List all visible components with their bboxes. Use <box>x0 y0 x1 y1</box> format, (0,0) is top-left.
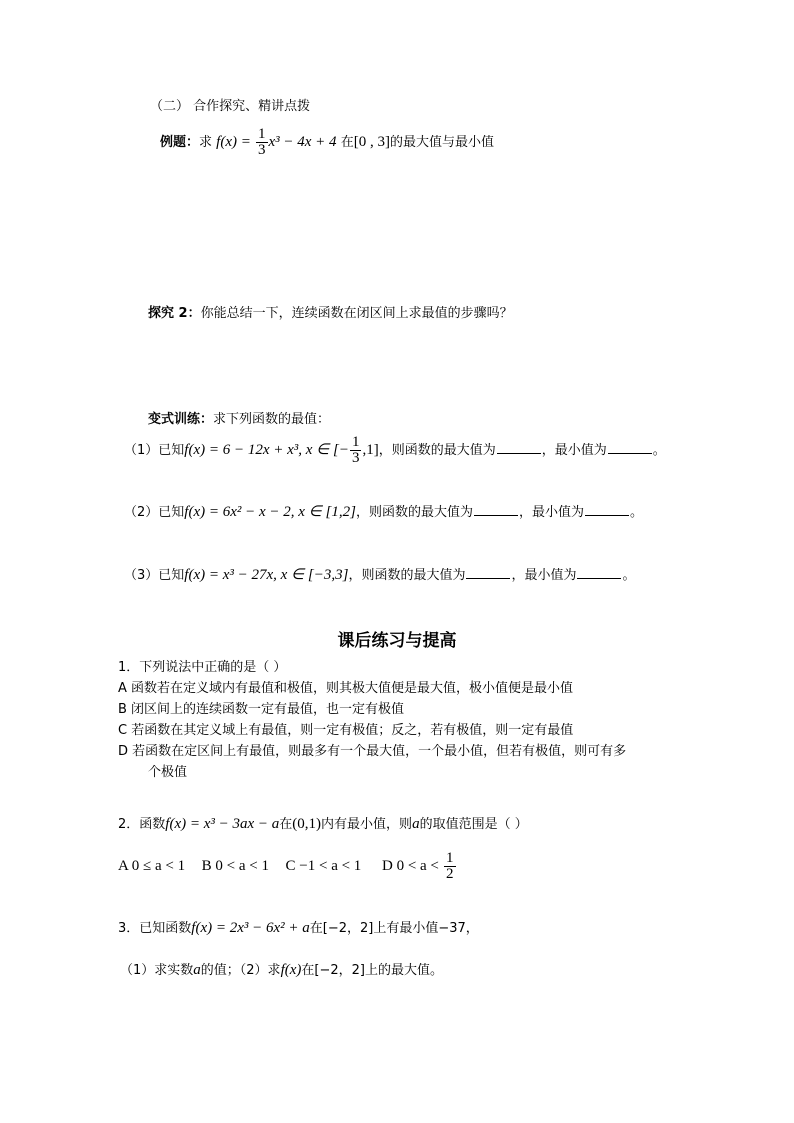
q2-mid: 在 <box>279 817 293 832</box>
q1-option-d: D 若函数在定区间上有最值，则最多有一个最大值，一个最小值，但若有极值，则可有多 <box>118 744 627 759</box>
variant-item-3 <box>124 565 635 586</box>
section-title: （二） 合作探究、精讲点拨 <box>150 99 311 114</box>
q3-sub1-var: a <box>193 962 201 978</box>
example-pre: 求 <box>199 135 213 150</box>
variant-text: 求下列函数的最值： <box>213 412 331 427</box>
variant-item-1-expr-a: f(x) = 6 − 12x + x³, x ∈ [− <box>184 442 349 458</box>
q2-end: 的取值范围是（ ） <box>419 817 528 832</box>
q2-option-d-fraction <box>444 851 456 882</box>
q3-mid: 在[−2，2]上有最小值−37， <box>309 921 479 936</box>
explore2-line <box>148 304 513 324</box>
example-frac-num: 1 <box>258 126 266 142</box>
min-answer-blank-3[interactable] <box>577 566 621 579</box>
variant-item-1 <box>124 430 666 470</box>
variant-item-1-frac-den: 3 <box>351 450 360 466</box>
q2-option-c: C −1 < a < 1 <box>285 858 362 874</box>
q3-expr: f(x) = 2x³ − 6x² + a <box>191 920 310 936</box>
variant-item-2-mid2: ，最小值为 <box>518 505 584 520</box>
variant-item-3-mid2: ，最小值为 <box>511 568 577 583</box>
example-label: 例题： <box>160 135 200 150</box>
example-func: f(x) = <box>216 134 251 150</box>
q3-num: 3．已知函数 <box>118 921 192 936</box>
variant-item-2 <box>124 502 643 523</box>
variant-item-2-end: 。 <box>629 505 643 520</box>
q2-stem <box>118 814 528 835</box>
max-answer-blank-3[interactable] <box>466 566 510 579</box>
q3-sub1-a: （1）求实数 <box>120 963 194 978</box>
example-post: 的最大值与最小值 <box>389 135 494 150</box>
example-fraction <box>256 127 268 158</box>
q3-sub2-expr: f(x) <box>280 962 302 978</box>
q2-num: 2．函数 <box>118 817 166 832</box>
variant-line <box>148 410 330 430</box>
example-rest: x³ − 4x + 4 <box>268 134 337 150</box>
q3-subparts <box>120 960 443 981</box>
variant-item-3-expr: f(x) = x³ − 27x, x ∈ [−3,3] <box>184 567 349 583</box>
homework-title: 课后练习与提高 <box>337 631 457 651</box>
example-frac-den: 3 <box>258 142 266 158</box>
variant-label: 变式训练： <box>148 412 214 427</box>
variant-item-1-mid: ，则函数的最大值为 <box>378 443 496 458</box>
example-interval: [0 , 3] <box>353 134 390 150</box>
q2-option-d: D 0 < a < <box>381 858 439 874</box>
q1-option-a: A 函数若在定义域内有最值和极值，则其极大值便是最大值，极小值便是最小值 <box>118 681 574 696</box>
variant-item-1-end: 。 <box>652 443 666 458</box>
min-answer-blank-2[interactable] <box>585 503 629 516</box>
q1-option-d-cont: 个极值 <box>148 765 188 780</box>
q3-sub1-b: 的值；（2）求 <box>200 963 281 978</box>
example-mid: 在 <box>340 135 354 150</box>
q2-option-a: A 0 ≤ a < 1 <box>118 858 186 874</box>
variant-item-3-mid: ，则函数的最大值为 <box>348 568 466 583</box>
q2-option-b: B 0 < a < 1 <box>201 858 269 874</box>
q3-stem <box>118 918 479 939</box>
variant-item-2-expr: f(x) = 6x² − x − 2, x ∈ [1,2] <box>184 504 356 520</box>
q1-option-c: C 若函数在其定义域上有最值，则一定有极值；反之，若有极值，则一定有最值 <box>118 723 574 738</box>
variant-item-1-frac-num: 1 <box>351 434 360 450</box>
q1-stem: 1．下列说法中正确的是（ ） <box>118 660 287 675</box>
example-line <box>160 122 494 162</box>
explore2-label: 探究 2： <box>148 306 201 321</box>
variant-item-1-mid2: ，最小值为 <box>541 443 607 458</box>
q3-sub2-b: 在[−2，2]上的最大值。 <box>301 963 443 978</box>
variant-item-3-num: （3）已知 <box>124 568 185 583</box>
min-answer-blank-1[interactable] <box>608 441 652 454</box>
q2-option-d-frac-num: 1 <box>446 850 454 866</box>
variant-item-1-fraction <box>350 435 362 466</box>
q2-var: a <box>412 816 420 832</box>
variant-item-3-end: 。 <box>622 568 636 583</box>
variant-item-2-num: （2）已知 <box>124 505 185 520</box>
q2-mid2: 内有最小值，则 <box>321 817 413 832</box>
q2-expr: f(x) = x³ − 3ax − a <box>165 816 280 832</box>
max-answer-blank-2[interactable] <box>474 503 518 516</box>
explore2-text: 你能总结一下，连续函数在闭区间上求最值的步骤吗？ <box>200 306 513 321</box>
variant-item-1-num: （1）已知 <box>124 443 185 458</box>
q2-option-d-frac-den: 2 <box>446 866 454 882</box>
variant-item-1-expr-b: ,1] <box>362 442 379 458</box>
variant-item-2-mid: ，则函数的最大值为 <box>355 505 473 520</box>
q1-option-b: B 闭区间上的连续函数一定有最值，也一定有极值 <box>118 702 405 717</box>
max-answer-blank-1[interactable] <box>497 441 541 454</box>
q2-options <box>118 846 457 886</box>
q2-interval: (0,1) <box>292 816 322 832</box>
